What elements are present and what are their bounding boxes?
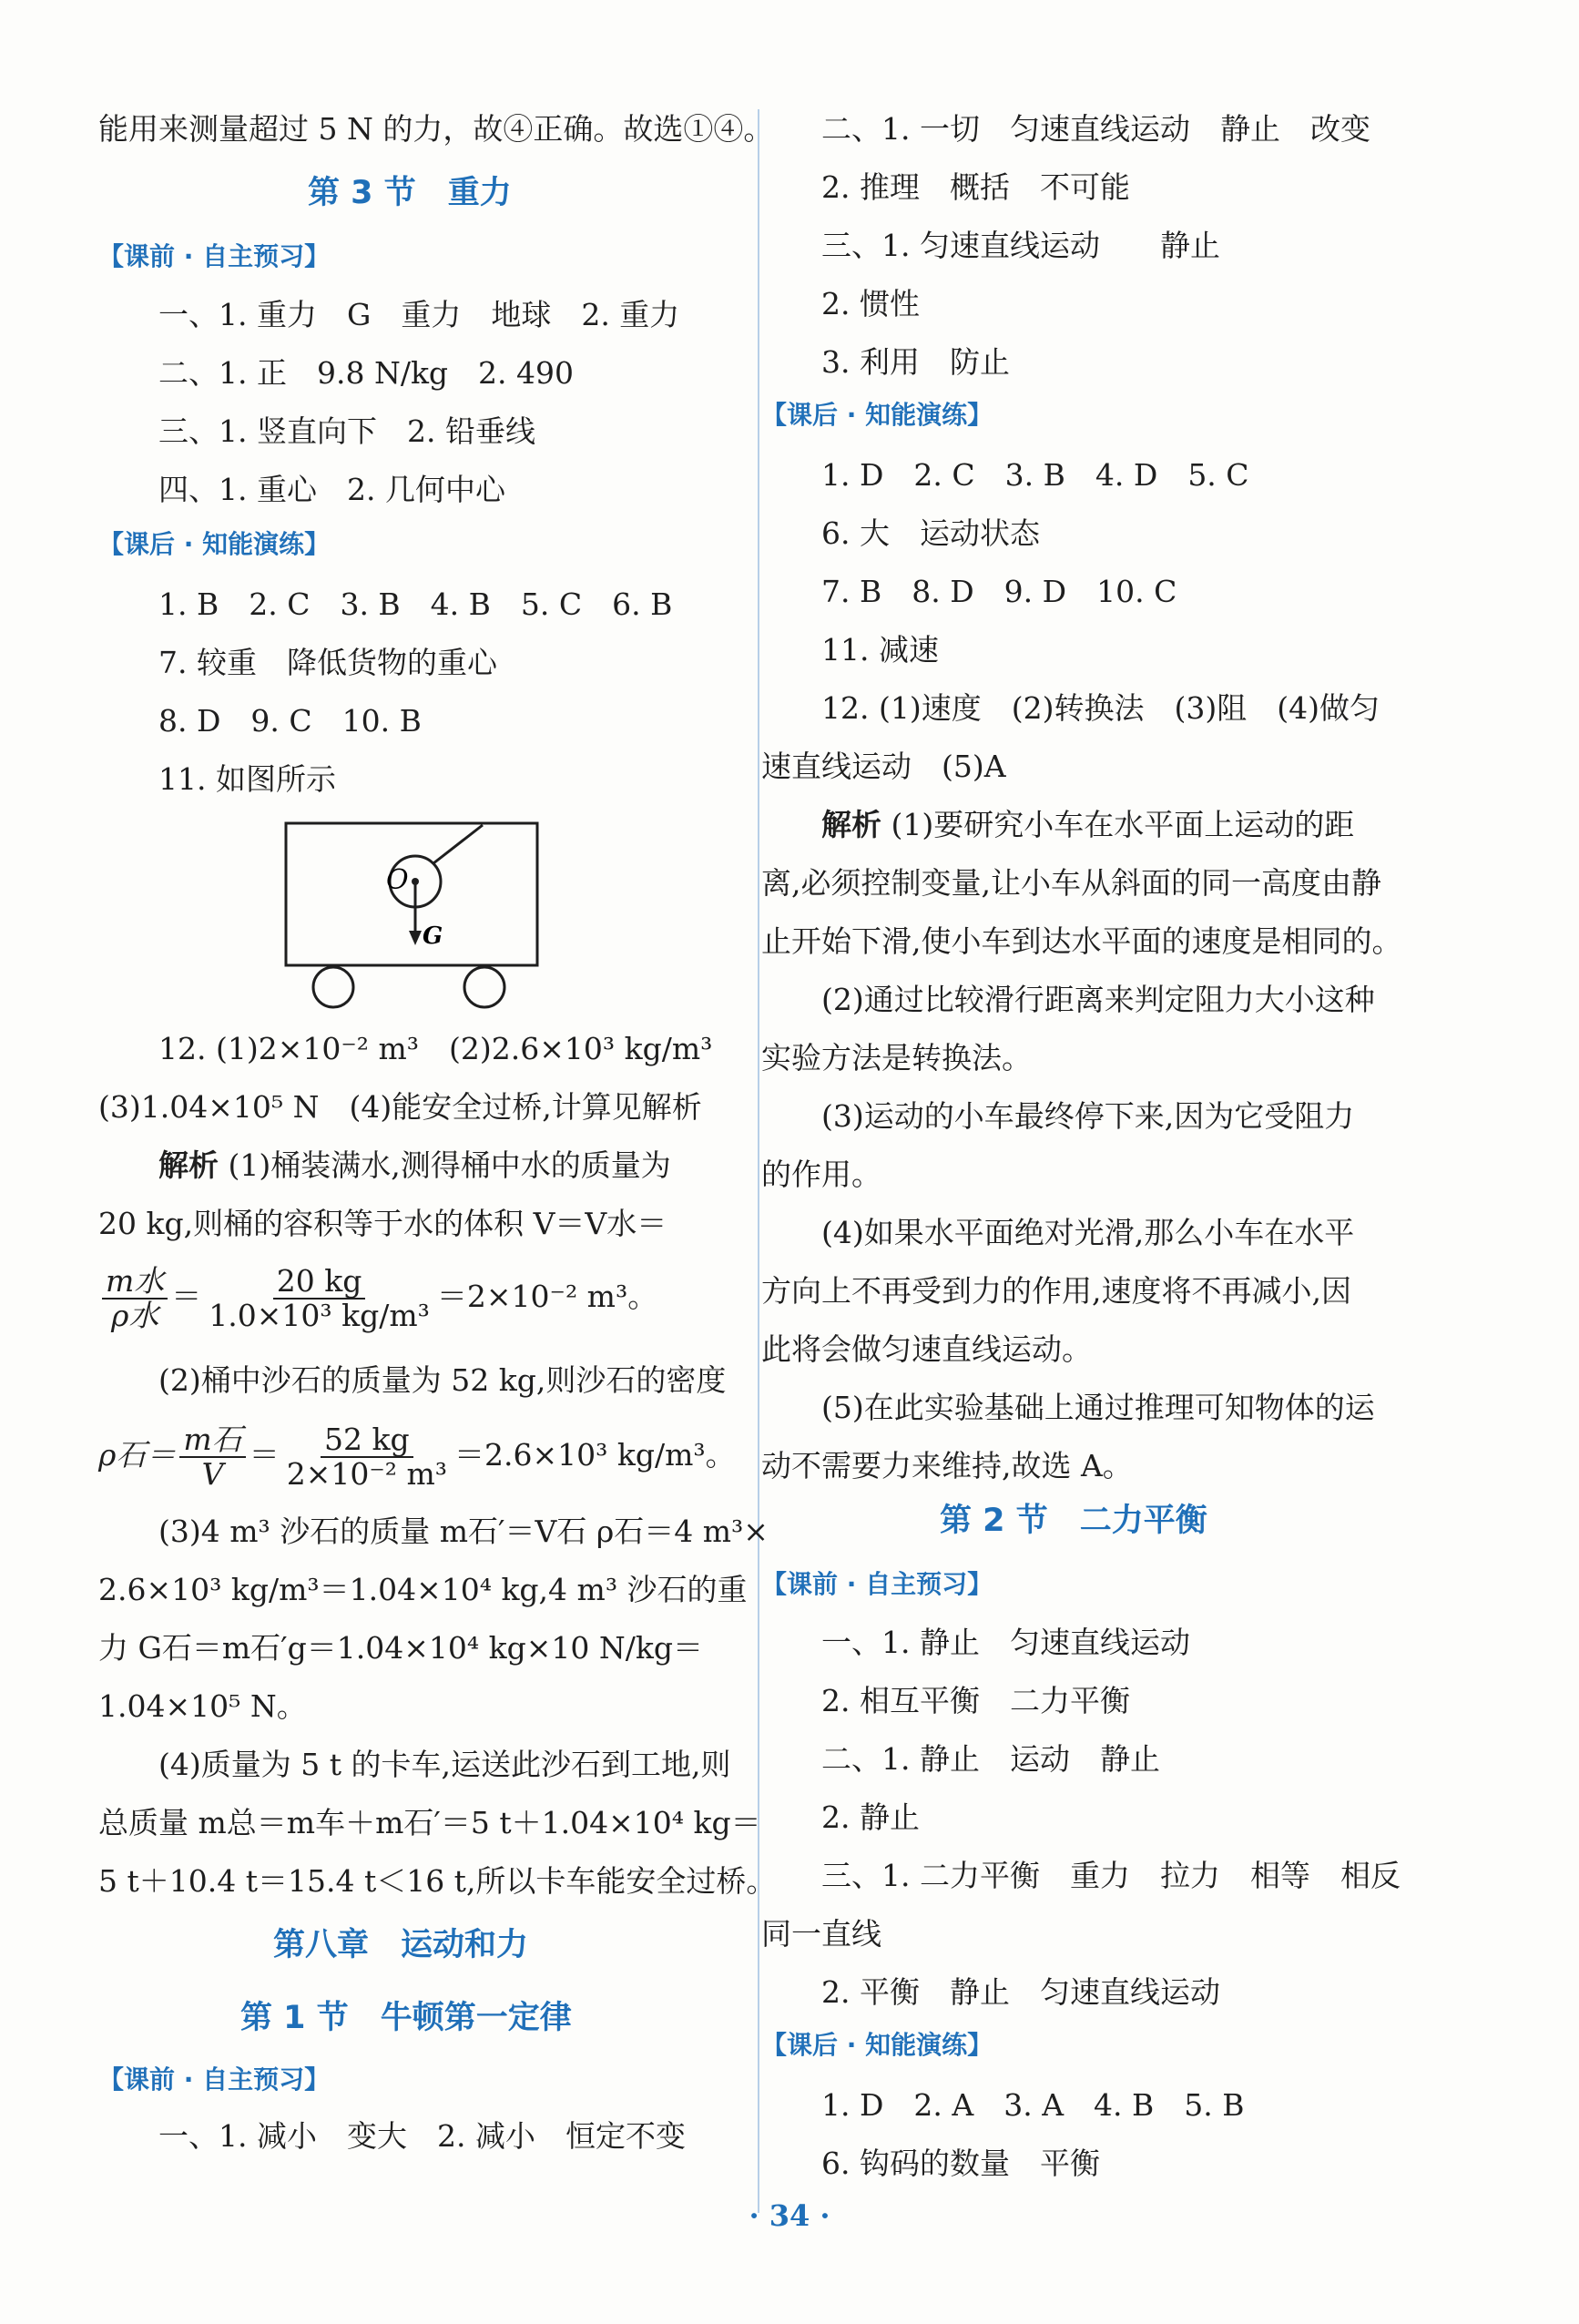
- answer-line: 11. 减速: [821, 632, 939, 668]
- label-g: G: [423, 922, 443, 950]
- answer-line: 2. 推理 概括 不可能: [821, 169, 1130, 205]
- analysis-line: (4)如果水平面绝对光滑,那么小车在水平: [821, 1215, 1355, 1250]
- answer-line: 二、1. 正 9.8 N/kg 2. 490: [158, 355, 575, 391]
- analysis-line: 1.04×10⁵ N。: [98, 1688, 307, 1724]
- answer-line: 一、1. 减小 变大 2. 减小 恒定不变: [158, 2118, 686, 2154]
- analysis-line: (3)运动的小车最终停下来,因为它受阻力: [821, 1098, 1355, 1134]
- answer-line: 一、1. 静止 匀速直线运动: [821, 1625, 1190, 1660]
- answer-line: 6. 钩码的数量 平衡: [821, 2146, 1100, 2181]
- analysis-line: 此将会做匀速直线运动。: [761, 1331, 1092, 1367]
- analysis-line: 方向上不再受到力的作用,速度将不再减小,因: [761, 1273, 1351, 1309]
- answer-line: 1. D 2. A 3. A 4. B 5. B: [821, 2087, 1245, 2123]
- analysis-line: 5 t＋10.4 t＝15.4 t＜16 t,所以卡车能安全过桥。: [98, 1863, 777, 1899]
- tag-preview: 【课前 · 自主预习】: [761, 1569, 993, 1599]
- fraction: $\frac{20 kg}{\text{1.0×10³ kg/m³}}$: [209, 1263, 430, 1333]
- label-o: O: [386, 864, 409, 896]
- answer-line: 1. B 2. C 3. B 4. B 5. C 6. B: [158, 586, 673, 622]
- tag-preview: 【课前 · 自主预习】: [98, 2064, 331, 2095]
- page-number: · 34 ·: [749, 2198, 830, 2233]
- analysis-line: 2.6×10³ kg/m³＝1.04×10⁴ kg,4 m³ 沙石的重: [98, 1572, 748, 1607]
- analysis-line: 的作用。: [761, 1157, 881, 1192]
- answer-line: 11. 如图所示: [158, 761, 336, 797]
- analysis-line: (3)4 m³ 沙石的质量 m石′＝V石 ρ石＝4 m³×: [158, 1514, 769, 1549]
- section-title: 第 2 节 二力平衡: [940, 1503, 1207, 1539]
- answer-line: 速直线运动 (5)A: [761, 749, 1006, 784]
- analysis-line: (2)桶中沙石的质量为 52 kg,则沙石的密度: [158, 1362, 727, 1398]
- fraction: $\frac{\text{m石}}{V}$: [179, 1423, 245, 1491]
- answer-line: 2. 惯性: [821, 286, 920, 321]
- tag-practice: 【课后 · 知能演练】: [761, 400, 993, 430]
- answer-line: 三、1. 匀速直线运动 静止: [821, 228, 1220, 263]
- analysis-line: 20 kg,则桶的容积等于水的体积 V＝V水＝: [98, 1206, 667, 1241]
- answer-line: 一、1. 重力 G 重力 地球 2. 重力: [158, 297, 680, 332]
- formula-line: ρ石＝ $\frac{\text{m石}}{V}$ ＝ $\frac{52 kg}{\text{2×10⁻² m³}}$ ＝2.6×10³ kg/m³。: [98, 1422, 736, 1492]
- answer-line: 三、1. 二力平衡 重力 拉力 相等 相反: [821, 1858, 1401, 1893]
- tag-practice: 【课后 · 知能演练】: [98, 529, 331, 559]
- answer-line: 同一直线: [761, 1916, 881, 1952]
- analysis-line: 力 G石＝m石′g＝1.04×10⁴ kg×10 N/kg＝: [98, 1630, 703, 1666]
- answer-line: 6. 大 运动状态: [821, 515, 1040, 551]
- analysis-line: 解析 (1)桶装满水,测得桶中水的质量为: [158, 1147, 671, 1183]
- cart-body: [286, 823, 537, 965]
- answer-line: 1. D 2. C 3. B 4. D 5. C: [821, 457, 1249, 493]
- analysis-line: (4)质量为 5 t 的卡车,运送此沙石到工地,则: [158, 1747, 731, 1782]
- wheel-left: [313, 967, 353, 1007]
- fraction: $\frac{\text{m水}}{\text{ρ水}}$: [102, 1265, 168, 1332]
- fraction: $\frac{52 kg}{\text{2×10⁻² m³}}$: [286, 1422, 447, 1492]
- answer-line: 二、1. 静止 运动 静止: [821, 1741, 1160, 1777]
- answer-line: 12. (1)速度 (2)转换法 (3)阻 (4)做匀: [821, 690, 1380, 726]
- analysis-line: (2)通过比较滑行距离来判定阻力大小这种: [821, 982, 1375, 1017]
- analysis-line: 止开始下滑,使小车到达水平面的速度是相同的。: [761, 923, 1402, 959]
- tag-practice: 【课后 · 知能演练】: [761, 2030, 993, 2060]
- answer-line: 3. 利用 防止: [821, 344, 1010, 380]
- formula-line: $\frac{\text{m水}}{\text{ρ水}}$ ＝ $\frac{20 kg}{\text{1.0×10³ kg/m³}}$ ＝2×10⁻² m³。: [98, 1259, 657, 1335]
- wheel-right: [464, 967, 504, 1007]
- answer-line: 二、1. 一切 匀速直线运动 静止 改变: [821, 111, 1370, 147]
- answer-line: 2. 相互平衡 二力平衡: [821, 1683, 1130, 1718]
- answer-line: 四、1. 重心 2. 几何中心: [158, 472, 505, 507]
- analysis-label: 解析: [158, 1147, 219, 1183]
- section-title: 第 3 节 重力: [308, 175, 512, 211]
- answer-line: 7. B 8. D 9. D 10. C: [821, 574, 1177, 609]
- answer-line: 2. 平衡 静止 匀速直线运动: [821, 1974, 1220, 2010]
- analysis-label: 解析: [821, 807, 881, 842]
- analysis-line: (5)在此实验基础上通过推理可知物体的运: [821, 1390, 1375, 1425]
- analysis-line: 总质量 m总＝m车＋m石′＝5 t＋1.04×10⁴ kg＝: [98, 1805, 761, 1840]
- answer-line: 2. 静止: [821, 1799, 920, 1835]
- answer-line: 7. 较重 降低货物的重心: [158, 645, 497, 680]
- tag-preview: 【课前 · 自主预习】: [98, 241, 331, 271]
- cart-gravity-figure: [273, 816, 546, 1011]
- intro-line: 能用来测量超过 5 N 的力，故④正确。故选①④。: [98, 111, 774, 147]
- analysis-line: 离,必须控制变量,让小车从斜面的同一高度由静: [761, 865, 1381, 901]
- answer-line: 8. D 9. C 10. B: [158, 703, 422, 739]
- answer-line: (3)1.04×10⁵ N (4)能安全过桥,计算见解析: [98, 1089, 702, 1125]
- analysis-line: 解析 (1)要研究小车在水平面上运动的距: [821, 807, 1355, 842]
- suspension-string: [433, 825, 483, 863]
- answer-line: 12. (1)2×10⁻² m³ (2)2.6×10³ kg/m³: [158, 1031, 713, 1066]
- analysis-line: 实验方法是转换法。: [761, 1040, 1032, 1075]
- section-title: 第 1 节 牛顿第一定律: [240, 2000, 572, 2036]
- answer-line: 三、1. 竖直向下 2. 铅垂线: [158, 413, 535, 449]
- gravity-arrow-head: [409, 931, 422, 945]
- analysis-line: 动不需要力来维持,故选 A。: [761, 1448, 1133, 1483]
- chapter-title: 第八章 运动和力: [273, 1927, 529, 1963]
